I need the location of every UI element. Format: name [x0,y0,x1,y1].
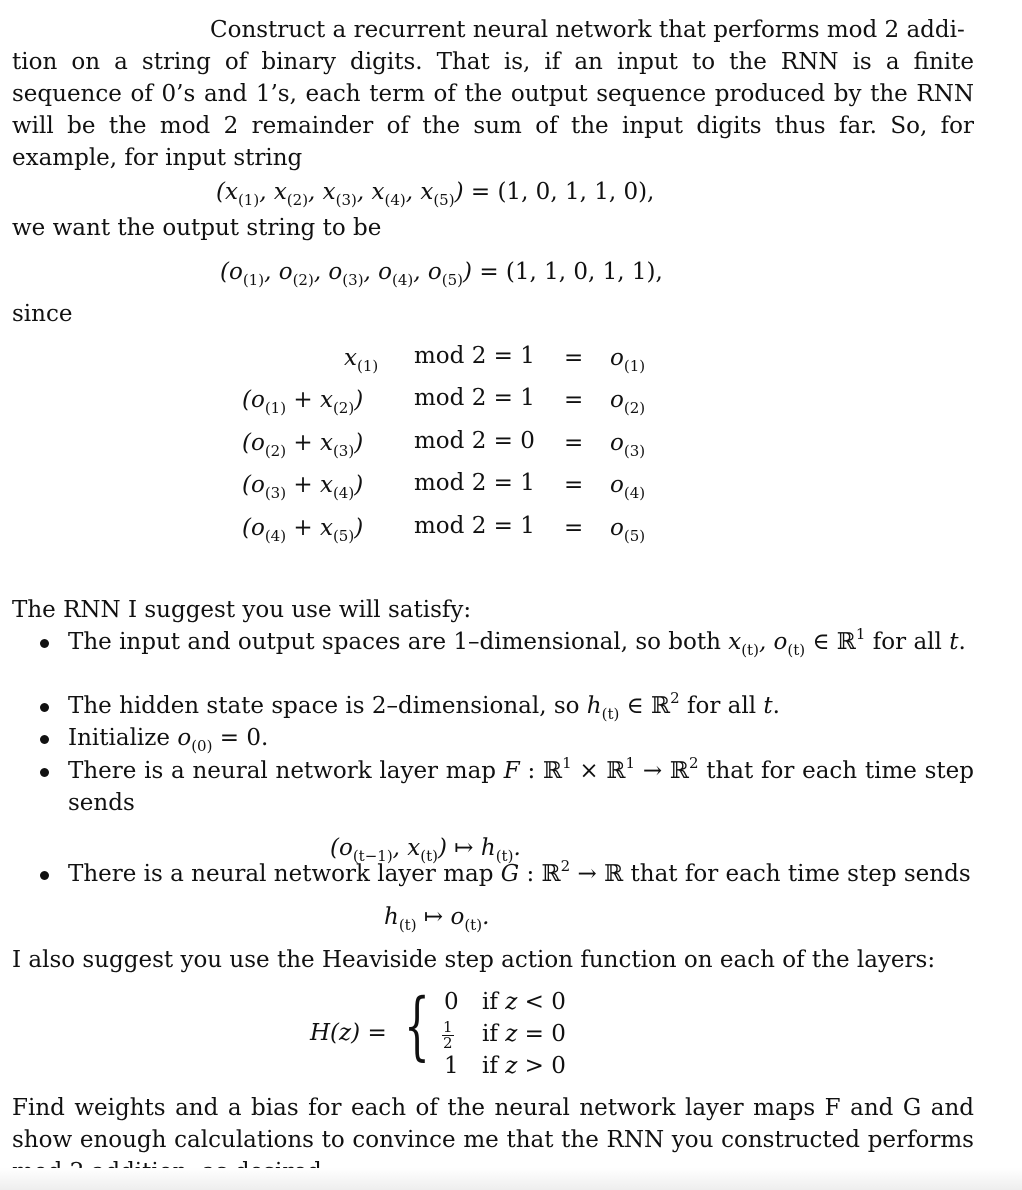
mod-row-2-rhs: $o_{(2)}$ [610,387,646,417]
mod-row-3-eq: = [564,430,584,456]
heaviside-intro-text: I also suggest you use the Heaviside step action function on each of the layers: [12,947,936,973]
bullet-1-tail: for all t. [872,629,966,655]
bullet-4-text: There is a neural network layer map [68,758,497,784]
bullet-5-tail: that for each time step sends [630,861,971,887]
bullet-item-1 [40,626,974,658]
bottom-shadow [0,1168,1022,1190]
rnn-intro-text: The RNN I suggest you use will satisfy: [12,597,472,623]
bullet-3-text: Initialize [68,725,171,751]
f-map-equation: ($o_{(t-1)}$, $x_{(t)}$) ↦ $h_{(t)}$. [330,835,521,865]
bullet-dot [40,639,49,648]
mod-row-2-lhs: $(o_{(1)} + x_{(2)})$ [242,387,364,417]
mod-row-2-mid: mod 2 = 1 [414,385,535,411]
mod-row-5-eq: = [564,515,584,541]
bullet-item-3 [40,722,974,754]
bullet-2-math: $h_{(t)}$ ∈ ℝ$^2$ [586,689,680,723]
bullet-dot [40,768,49,777]
intro-paragraph: tion on a string of binary digits. That is, if an input to the RNN is a finite sequence of 0’s and 1’s, each term of the output sequence produced by the RNN will be the mod 2 remainder of the sum of the input digits thus far. So, for example, for input string [12,49,974,171]
bullet-3-math: $o_{(0)} = 0$. [177,725,269,755]
bullet-item-2 [40,690,974,722]
mod-row-4-rhs: $o_{(4)}$ [610,472,646,502]
bullet-5-math: G : ℝ$^2$ → ℝ [500,857,624,887]
bullet-2-tail: for all t. [686,693,780,719]
mod-row-1-mid: mod 2 = 1 [414,343,535,369]
bullet-dot [40,703,49,712]
mod-row-1-eq: = [564,345,584,371]
case-3-value: 1 [444,1053,459,1079]
case-3-cond: if z > 0 [482,1053,566,1079]
bullet-2-text: The hidden state space is 2–dimensional, so [68,693,580,719]
bullet-item-5 [40,858,974,890]
mod-row-5-lhs: $(o_{(4)} + x_{(5)})$ [242,515,364,545]
closing-paragraph: Find weights and a bias for each of the neural network layer maps F and G and show enough calculations to convince me that the RNN you constructed performs [12,1095,974,1153]
mod-row-4-eq: = [564,472,584,498]
case-2-cond: if z = 0 [482,1021,566,1047]
since-text: since [12,301,73,327]
heaviside-lhs: H(z) = [310,1020,387,1046]
mod-row-2-eq: = [564,387,584,413]
mod-row-3-rhs: $o_{(3)}$ [610,430,646,460]
mod-row-3-lhs: $(o_{(2)} + x_{(3)})$ [242,430,364,460]
bullet-1-math: $x_{(t)}$, $o_{(t)}$ ∈ ℝ$^1$ [728,625,866,659]
mod-row-3-mid: mod 2 = 0 [414,428,535,454]
g-map-equation: $h_{(t)}$ ↦ $o_{(t)}$. [384,904,490,934]
intro-first-line: Construct a recurrent neural network that performs mod 2 addi- [210,17,965,43]
left-brace: { [404,983,430,1069]
mod-row-4-mid: mod 2 = 1 [414,470,535,496]
bullet-1-text: The input and output spaces are 1–dimensional, so both [68,629,721,655]
case-1-value: 0 [444,989,459,1015]
want-text: we want the output string to be [12,215,382,241]
bullet-dot [40,735,49,744]
case-2-value: $\frac{1}{2}$ [443,1017,453,1052]
mod-row-1-lhs: $x_{(1)}$ [344,345,379,375]
mod-row-4-lhs: $(o_{(3)} + x_{(4)})$ [242,472,364,502]
case-1-cond: if z < 0 [482,989,566,1015]
mod-row-5-rhs: $o_{(5)}$ [610,515,646,545]
bullet-4-tail: that for each time step sends [68,758,974,816]
mod-row-5-mid: mod 2 = 1 [414,513,535,539]
bullet-4-math: F : ℝ$^1$ × ℝ$^1$ → ℝ$^2$ [503,754,699,784]
bullet-dot [40,871,49,880]
bullet-item-4 [40,755,974,819]
mod-row-1-rhs: $o_{(1)}$ [610,345,646,375]
bullet-5-text: There is a neural network layer map [68,861,494,887]
output-equation: ($o_{(1)}$, $o_{(2)}$, $o_{(3)}$, $o_{(4)}$, $o_{(5)}) = (1$, 1, 0, 1, 1), [220,259,663,289]
input-equation: ($x_{(1)}$, $x_{(2)}$, $x_{(3)}$, $x_{(4)}$, $x_{(5)}) = (1$, 0, 1, 1, 0), [216,179,655,209]
